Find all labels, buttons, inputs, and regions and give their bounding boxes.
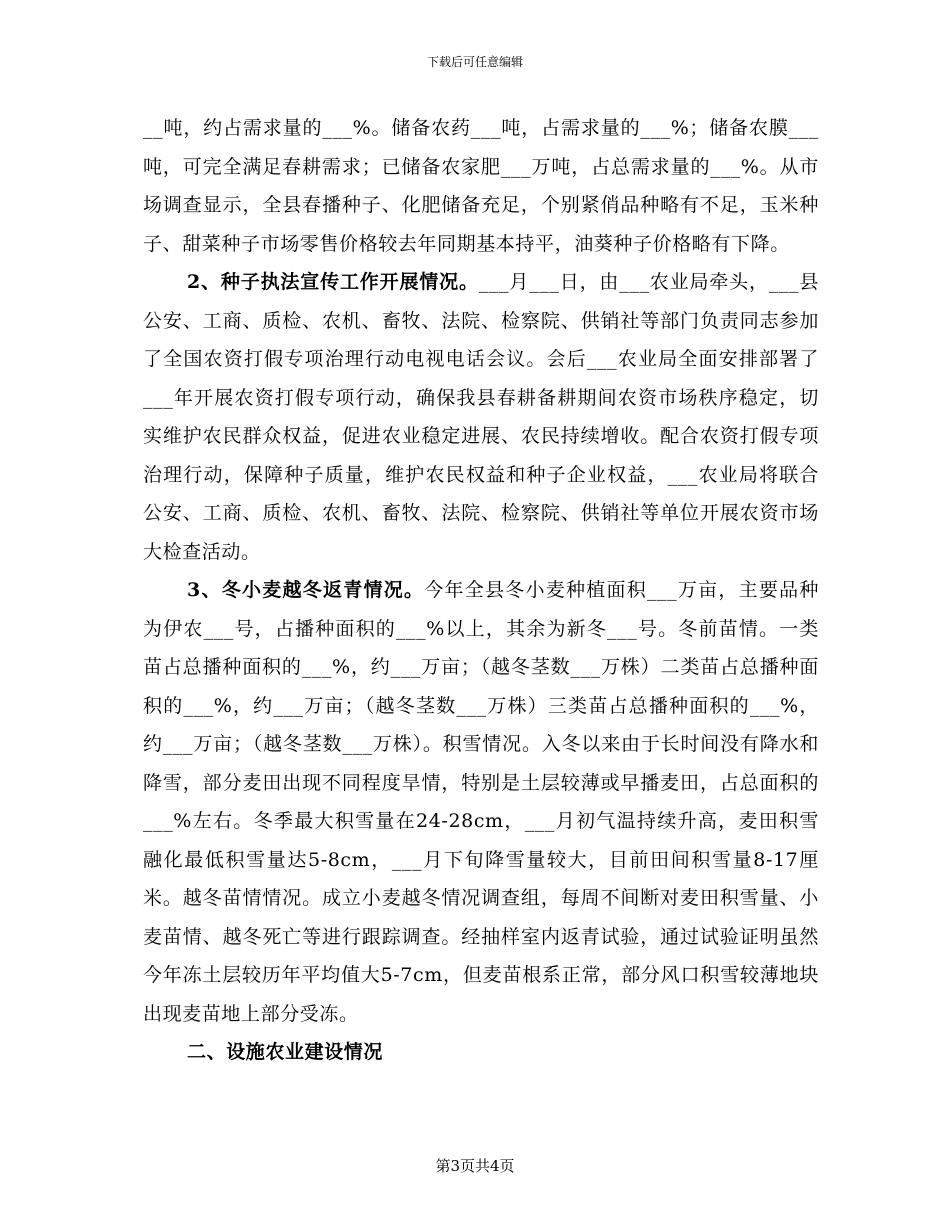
paragraph-seed-law-body: ___月___日，由___农业局牵头，___县公安、工商、质检、农机、畜牧、法院、检察院、供销社等部门负责同志参加了全国农资打假专项治理行动电视电话会议。会后___农业局全面安排部署了___年开展农资打假专项行动，确保我县春耕备耕期间农资市场秩序稳定，切实维护农民群众权益，促进农业稳定进展、农民持续增收。配合农资打假专项治理行动，保障种子质量，维护农民权益和种子企业权益，___农业局将联合公安、工商、质检、农机、畜牧、法院、检察院、供销社等单位开展农资市场大检查活动。 bbox=[143, 271, 819, 563]
paragraph-reserves-body: __吨，约占需求量的___%。储备农药___吨，占需求量的___%；储备农膜___吨，可完全满足春耕需求；已储备农家肥___万吨，占总需求量的___%。从市场调查显示，全县春播种子、化肥储备充足，个别紧俏品种略有不足，玉米种子、甜菜种子市场零售价格较去年同期基本持平，油葵种子价格略有下降。 bbox=[143, 117, 819, 255]
paragraph-seed-law-publicity bbox=[143, 263, 819, 571]
paragraph-winter-wheat-title: 3、冬小麦越冬返青情况。 bbox=[187, 579, 425, 601]
section-heading: 二、设施农业建设情况 bbox=[187, 1041, 384, 1063]
paragraph-winter-wheat-body: 今年全县冬小麦种植面积___万亩，主要品种为伊农___号，占播种面积的___%以上，其余为新冬___号。冬前苗情。一类苗占总播种面积的___%，约___万亩；（越冬茎数___万株）二类苗占总播种面积的___%，约___万亩；（越冬茎数___万株）三类苗占总播种面积的___%，约___万亩；（越冬茎数___万株）。积雪情况。入冬以来由于长时间没有降水和降雪，部分麦田出现不同程度旱情，特别是土层较薄或早播麦田，占总面积的___%左右。冬季最大积雪量在24-28cm，___月初气温持续升高，麦田积雪融化最低积雪量达5-8cm，___月下旬降雪量较大，目前田间积雪量8-17厘米。越冬苗情情况。成立小麦越冬情况调查组，每周不间断对麦田积雪量、小麦苗情、越冬死亡等进行跟踪调查。经抽样室内返青试验，通过试验证明虽然今年冻土层较历年平均值大5-7cm，但麦苗根系正常，部分风口积雪较薄地块出现麦苗地上部分受冻。 bbox=[143, 579, 820, 1025]
paragraph-reserves bbox=[143, 109, 819, 263]
paragraph-seed-law-title: 2、种子执法宣传工作开展情况。 bbox=[187, 271, 479, 293]
page-footer: 第3页共4页 bbox=[435, 1157, 515, 1175]
page-header-note: 下载后可任意编辑 bbox=[426, 55, 523, 69]
paragraph-winter-wheat bbox=[143, 571, 819, 1033]
document-body bbox=[143, 109, 819, 1072]
